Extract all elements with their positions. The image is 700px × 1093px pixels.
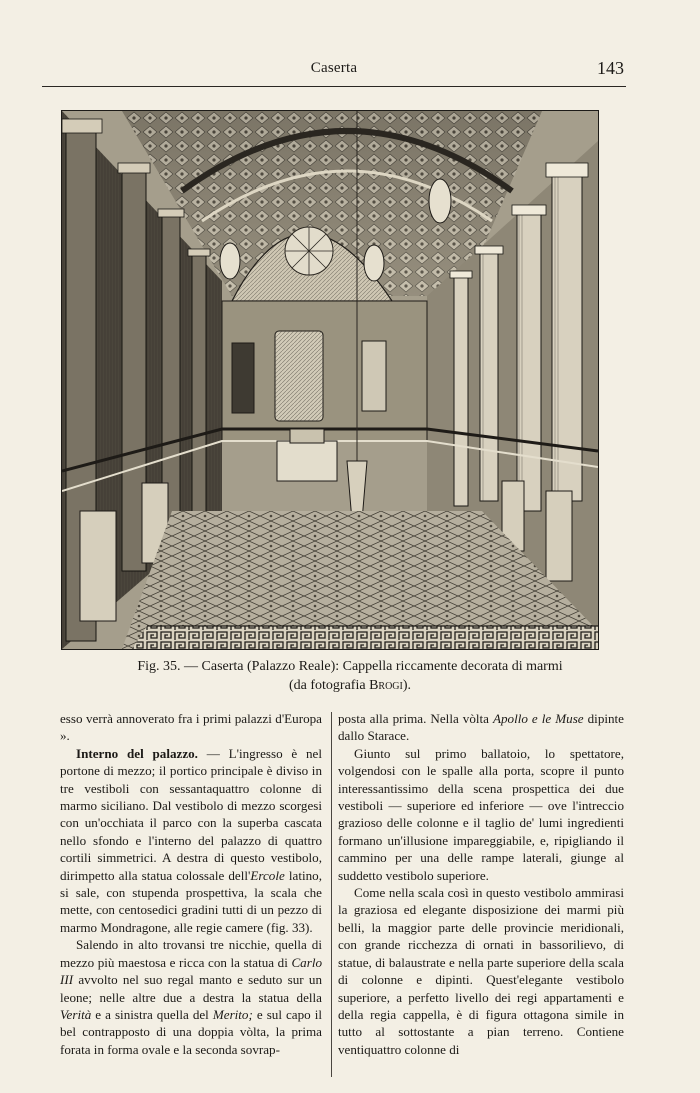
page-header (42, 58, 626, 87)
left-p3-text-d: e sul capo il bel contrapposto di una doppia vòlta, la prima forata in forma ovale e la seconda sovrap- (60, 1006, 323, 1057)
left-paragraph-3 (60, 936, 322, 1058)
caption-line-2 (60, 676, 640, 695)
left-p2-text-a: — L'ingresso è nel portone di mezzo; il portico principale è diviso in tre vestiboli con sessantaquattro colonne di marmo siciliano. Dal vestibolo di mezzo scorgesi con un'occhiata il parco con la superba cascata nello sfondo e l'interno del palazzo di quattro cortili simmetrici. A destra di questo vestibolo, dirimpetto alla statua colossale dell' (60, 745, 322, 883)
left-p3-italic-1: Carlo III (60, 954, 322, 988)
column-divider (331, 712, 332, 1077)
caption-line-1 (60, 657, 640, 676)
credit-close: ). (402, 678, 412, 693)
left-p3-text-b: avvolto nel suo regal manto e seduto sur un leone; nelle altre due a destra la statua della (60, 972, 322, 1005)
left-p3-italic-2: Verità (60, 1006, 92, 1022)
left-column (60, 710, 322, 1058)
right-paragraph-1 (338, 710, 624, 745)
left-p2-text-b: latino, si sale, con stupenda prospettiva, la scala che mette, con centosedici gradini tutti di un pezzo di marmo Mondragone, alle regie camere (fig. 33). (60, 867, 322, 935)
section-heading: Interno del palazzo. (76, 745, 198, 761)
right-p1-text-b: dipinte dallo Starace. (338, 711, 624, 744)
right-p1-italic: Apollo e le Muse (493, 711, 584, 726)
credit-name: Brogi (369, 678, 403, 693)
left-p3-text-a: Salendo in alto trovansi tre nicchie, quella di mezzo più maestosa e ricca con la statua di (60, 937, 322, 970)
figure-caption (60, 657, 640, 695)
left-p3-italic-3: Merito; (212, 1006, 253, 1022)
left-p3-text-c: e a sinistra quella del (91, 1006, 213, 1022)
right-p1-text-a: posta alla prima. Nella vòlta (338, 711, 493, 726)
right-paragraph-2: Giunto sul primo ballatoio, lo spettatore, volgendosi con le spalle alla porta, scopre il punto interessantissimo della scena prospettica dei due vestiboli — superiore ed inferiore — ove l'intreccio grazioso delle colonne e il taglio de' lumi ingredienti formano un'illusione impareggiabile, e, ripigliando il cammino per una delle rampe laterali, giunge al suddetto vestibolo superiore. (338, 745, 624, 883)
engraving-svg (62, 111, 598, 649)
left-p2-italic: Ercole (250, 867, 285, 883)
page-number: 143 (597, 58, 624, 78)
figure-label: Fig. 35. (137, 659, 181, 674)
running-title: Caserta (310, 60, 358, 76)
left-paragraph-1: esso verrà annoverato fra i primi palazzi d'Europa ». (60, 711, 322, 744)
chapel-engraving-illustration (61, 110, 599, 650)
caption-text: — Caserta (Palazzo Reale): Cappella riccamente decorata di marmi (184, 659, 563, 674)
credit-open: (da fotografia (288, 678, 370, 693)
right-column (338, 710, 624, 1058)
right-paragraph-3: Come nella scala così in questo vestibolo ammirasi la graziosa ed elegante disposizione dei marmi più belli, la maggior parte delle provincie meridionali, con grande ricchezza di ornati in bassorilievo, di statue, di balaustrate e nella parte superiore della scala di colonne e dipinti. Quest'elegante vestibolo superiore, a perfetto livello dei regi appartamenti e della regia cappella, è di figura ottagona simile in tutto al sottostante a pian terreno. Contiene ventiquattro colonne di (338, 885, 624, 1057)
left-paragraph-2 (60, 745, 322, 936)
